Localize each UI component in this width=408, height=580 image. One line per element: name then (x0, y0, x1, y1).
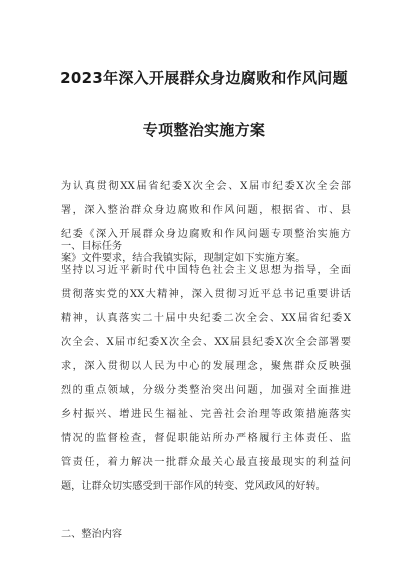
paragraph-line: 情况的监督检查，督促职能站所办严格履行主体责任、监 (61, 433, 351, 444)
section-2-heading: 二、整治内容 (61, 529, 123, 540)
section-1-heading: 一、目标任务 (61, 241, 123, 252)
paragraph-line: 案》文件要求，结合我镇实际，现制定如下实施方案。 (61, 253, 306, 264)
paragraph-line: 贯彻落实党的XX大精神，深入贯彻习近平总书记重要讲话 (61, 289, 351, 300)
document-title-line-2: 专项整治实施方案 (142, 121, 266, 139)
paragraph-line: 坚持以习近平新时代中国特色社会主义思想为指导，全面 (61, 265, 351, 276)
paragraph-line: 纪委《深入开展群众身边腐败和作风问题专项整治实施方 (61, 229, 351, 240)
paragraph-line: 管责任，着力解决一批群众最关心最直接最现实的利益问 (61, 457, 351, 468)
paragraph-line: 题，让群众切实感受到干部作风的转变、党风政风的好转。 (61, 481, 326, 492)
paragraph-line: 乡村振兴、增进民生福祉、完善社会治理等政策措施落实 (61, 409, 351, 420)
paragraph-line: 为认真贯彻XX届省纪委X次全会、X届市纪委X次全会部 (61, 181, 351, 192)
paragraph-line: 精神，认真落实二十届中央纪委二次全会、XX届省纪委X (61, 313, 351, 324)
paragraph-line: 烈的重点领域，分级分类整治突出问题，加强对全面推进 (61, 385, 351, 396)
paragraph-line: 署，深入整治群众身边腐败和作风问题，根据省、市、县 (61, 205, 351, 216)
paragraph-line: 求，深入贯彻以人民为中心的发展理念，聚焦群众反映强 (61, 361, 351, 372)
paragraph-line: 次全会、X届市纪委X次全会、XX届县纪委X次全会部署要 (61, 337, 351, 348)
document-title-line-1: 2023年深入开展群众身边腐败和作风问题 (60, 69, 348, 87)
section-1-paragraph (61, 259, 351, 499)
